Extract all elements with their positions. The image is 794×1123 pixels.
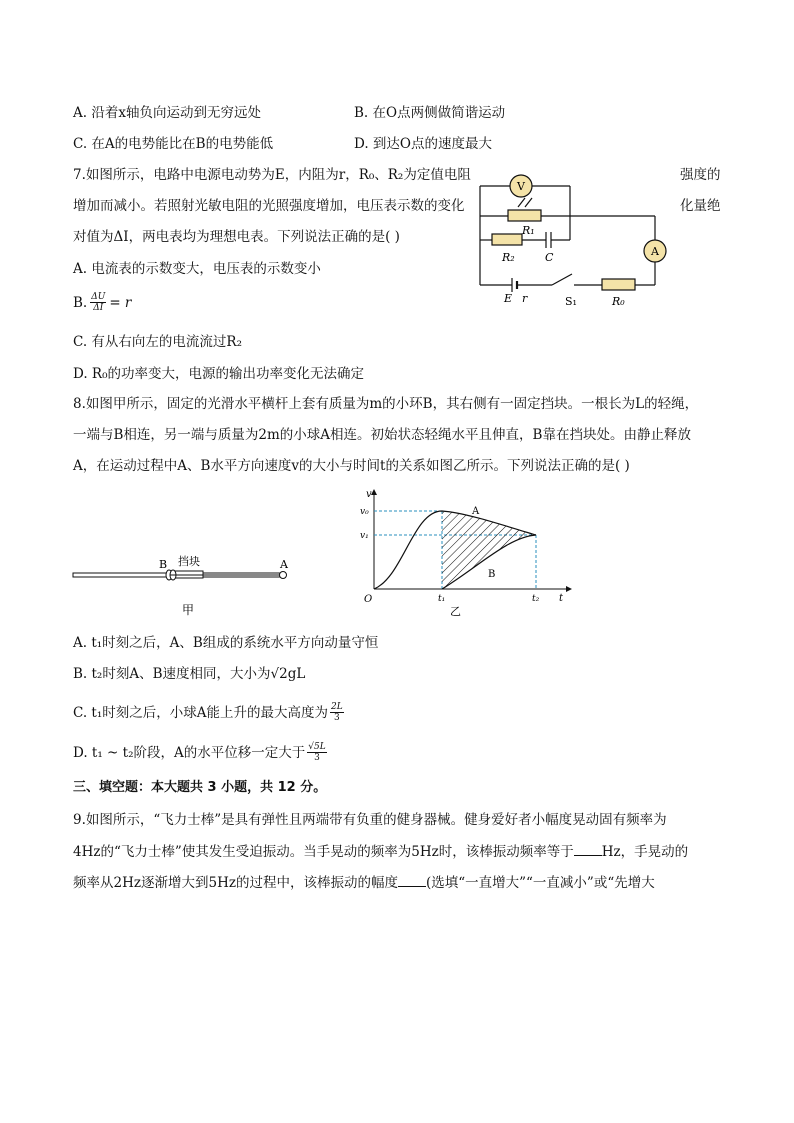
q8-option-d-denominator: 3 bbox=[314, 753, 320, 763]
label-c: C bbox=[545, 251, 554, 264]
fig-yi-caption: 乙 bbox=[450, 605, 461, 618]
fig-yi-t2: t₂ bbox=[532, 594, 540, 604]
q8-option-d-fraction bbox=[307, 742, 326, 763]
q9-line-2-end: Hz，手晃动的 bbox=[601, 844, 689, 860]
q7-line-2: 增加而减小。若照射光敏电阻的光照强度增加，电压表示数的变化 bbox=[73, 198, 465, 214]
q8-option-c-fraction bbox=[330, 702, 344, 723]
q7-option-d: D. R₀的功率变大，电源的输出功率变化无法确定 bbox=[73, 366, 365, 382]
q6-option-c: C. 在A的电势能比在B的电势能低 bbox=[73, 136, 274, 152]
q9-line-3-end: (选填“一直增大”“一直减小”或“先增大 bbox=[425, 875, 655, 891]
q7-option-c: C. 有从右向左的电流流过R₂ bbox=[73, 334, 243, 350]
figure-jia bbox=[70, 550, 300, 620]
label-e: E bbox=[504, 292, 513, 305]
fig-yi-curve-a: A bbox=[472, 506, 480, 517]
q8-option-d-numerator: √5L bbox=[308, 742, 326, 752]
q7-option-b bbox=[73, 292, 131, 313]
label-r1: R₁ bbox=[522, 224, 535, 237]
q8-line-1: 8.如图甲所示，固定的光滑水平横杆上套有质量为m的小环B，其右侧有一固定挡块。一根长为L的轻绳， bbox=[73, 396, 699, 412]
fig-jia-caption: 甲 bbox=[182, 603, 195, 617]
fig-yi-curve-b: B bbox=[488, 569, 496, 580]
label-s1: S₁ bbox=[565, 295, 577, 308]
q8-option-c-text: C. t₁时刻之后，小球A能上升的最大高度为 bbox=[73, 704, 329, 721]
fig-jia-a-label: A bbox=[280, 558, 288, 571]
q7-fraction-numerator: ΔU bbox=[91, 292, 106, 302]
q8-option-d-text: D. t₁ ~ t₂阶段，A的水平位移一定大于 bbox=[73, 744, 306, 761]
ammeter-label: A bbox=[651, 245, 659, 258]
q7-line-1: 7.如图所示，电路中电源电动势为E，内阻为r，R₀、R₂为定值电阻 bbox=[73, 167, 471, 183]
q7-fraction-denominator: ΔI bbox=[93, 303, 104, 313]
q8-option-c-numerator: 2L bbox=[331, 702, 343, 712]
fig-yi-v0: v₀ bbox=[360, 507, 369, 517]
q6-option-a: A. 沿着x轴负向运动到无穷远处 bbox=[73, 105, 261, 121]
fig-yi-v-axis: v bbox=[366, 489, 372, 500]
q8-option-a: A. t₁时刻之后，A、B组成的系统水平方向动量守恒 bbox=[73, 635, 379, 651]
fig-yi-t-axis: t bbox=[559, 593, 564, 604]
q9-line-3-start: 频率从2Hz逐渐增大到5Hz的过程中，该棒振动的幅度 bbox=[73, 875, 398, 891]
q7-line-2-tail: 化量绝 bbox=[680, 198, 721, 214]
q7-option-a: A. 电流表的示数变大，电压表的示数变小 bbox=[73, 261, 321, 277]
fig-yi-v1: v₁ bbox=[360, 531, 369, 541]
q9-line-3 bbox=[73, 873, 655, 893]
q7-option-b-label: B. bbox=[73, 294, 88, 311]
q7-option-b-fraction bbox=[90, 292, 106, 313]
voltmeter-label: V bbox=[517, 180, 525, 193]
fig-yi-t1: t₁ bbox=[438, 594, 446, 604]
section-3-heading: 三、填空题：本大题共 3 小题，共 12 分。 bbox=[73, 780, 327, 795]
figure-yi bbox=[358, 487, 573, 619]
q6-option-b: B. 在O点两侧做简谐运动 bbox=[354, 105, 506, 121]
fig-yi-origin: O bbox=[364, 594, 373, 605]
q9-line-2-start: 4Hz的“飞力士棒”使其发生受迫振动。当手晃动的频率为5Hz时，该棒振动频率等于 bbox=[73, 844, 574, 860]
q8-option-c bbox=[73, 702, 344, 723]
q7-line-1-tail: 强度的 bbox=[680, 167, 721, 183]
q8-option-b: B. t₂时刻A、B速度相同，大小为√2gL bbox=[73, 666, 306, 682]
q8-line-3: A，在运动过程中A、B水平方向速度v的大小与时间t的关系如图乙所示。下列说法正确的是( ) bbox=[73, 458, 630, 474]
circuit-diagram bbox=[470, 170, 695, 310]
q8-option-c-denominator: 3 bbox=[334, 713, 340, 723]
q9-line-1: 9.如图所示，“飞力士棒”是具有弹性且两端带有负重的健身器械。健身爱好者小幅度晃动固有频率为 bbox=[73, 812, 667, 828]
q8-option-d bbox=[73, 742, 327, 763]
q9-blank-frequency[interactable] bbox=[574, 842, 602, 856]
label-r0: R₀ bbox=[612, 295, 625, 308]
q7-option-b-rhs: = r bbox=[109, 294, 132, 311]
fig-jia-b-label: B bbox=[159, 558, 168, 571]
fig-jia-block-label: 挡块 bbox=[178, 555, 200, 568]
q6-option-d: D. 到达O点的速度最大 bbox=[354, 136, 492, 152]
label-r: r bbox=[522, 292, 528, 305]
q9-line-2 bbox=[73, 842, 688, 862]
q8-line-2: 一端与B相连，另一端与质量为2m的小球A相连。初始状态轻绳水平且伸直，B靠在挡块处。由静止释放 bbox=[73, 427, 691, 443]
q7-line-3: 对值为ΔI，两电表均为理想电表。下列说法正确的是( ) bbox=[73, 229, 400, 245]
label-r2: R₂ bbox=[502, 251, 515, 264]
q9-blank-amplitude[interactable] bbox=[398, 873, 426, 887]
